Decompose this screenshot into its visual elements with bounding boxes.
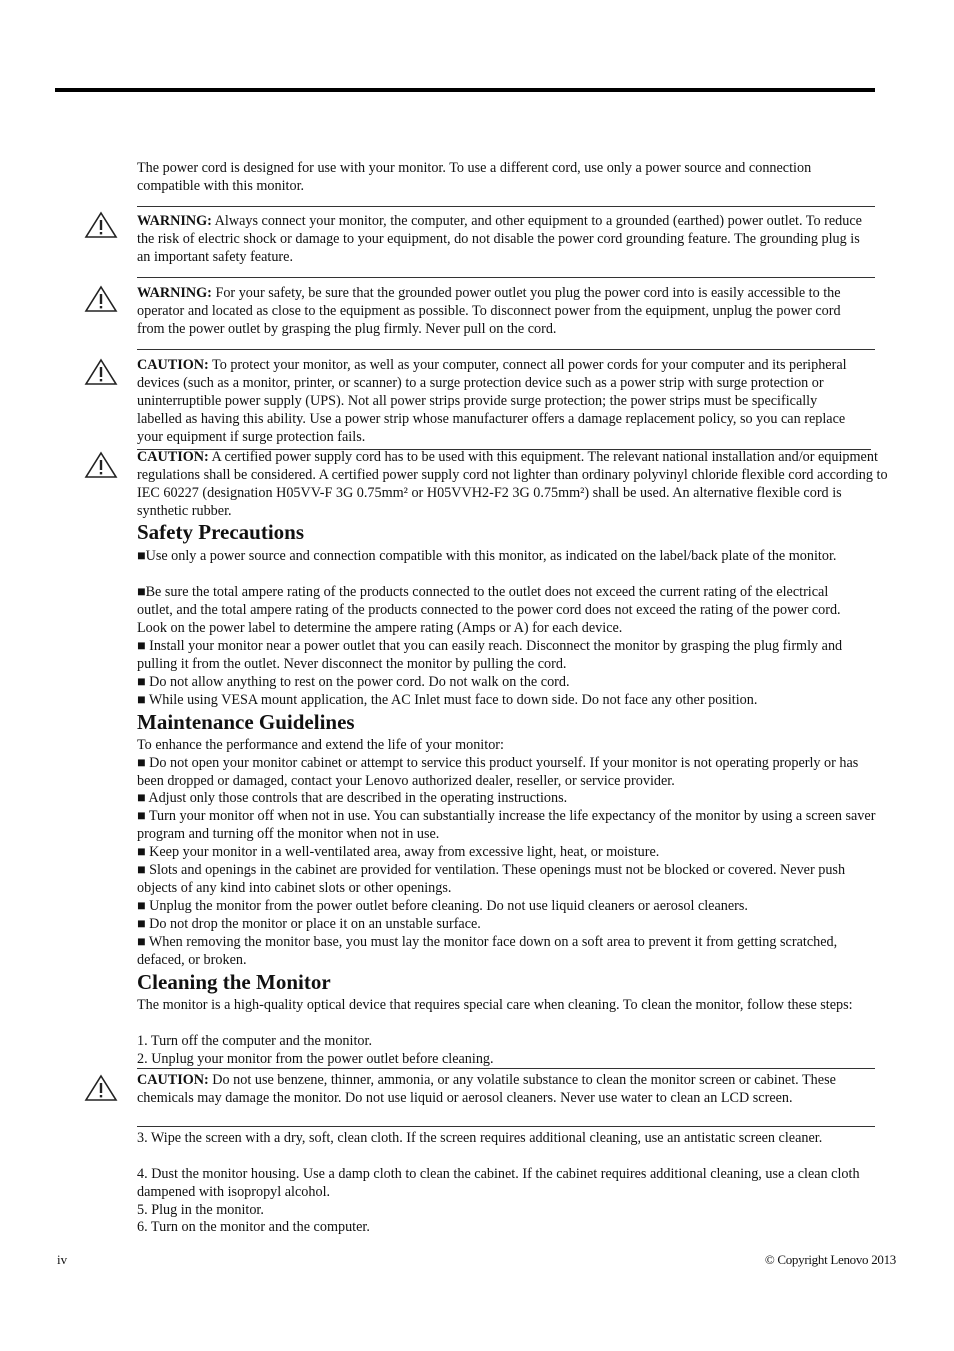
step-item: 4. Dust the monitor housing. Use a damp cloth to clean the cabinet. If the cabinet requires additional cleaning, use a clean cloth dampened with isopropyl alcohol. [137,1166,860,1200]
notice-label: CAUTION: [137,357,209,373]
step-item: 2. Unplug your monitor from the power outlet before cleaning. [137,1051,494,1067]
list-item: ■ Install your monitor near a power outlet that you can easily reach. Disconnect the monitor by grasping the plug firmly and pulling it from the outlet. Never disconnect the monitor by pulling the cord. [137,638,843,672]
copyright-notice: © Copyright Lenovo 2013 [764,1252,896,1267]
warning-triangle-icon [84,451,118,479]
step-item: 3. Wipe the screen with a dry, soft, clean cloth. If the screen requires additional cleaning, use an antistatic screen cleaner. [137,1130,823,1146]
notice-label: CAUTION: [137,449,209,465]
caution-notice-surge [137,356,849,446]
warning-notice-grounding [137,212,873,266]
step-item: 5. Plug in the monitor. [137,1202,264,1218]
warning-triangle-icon [84,358,118,386]
notice-label: WARNING: [137,213,212,229]
notice-label: CAUTION: [137,1072,209,1088]
notice-text: Always connect your monitor, the computer, and other equipment to a grounded (earthed) power outlet. To reduce the risk of electric shock or damage to your equipment, do not disable the power cord grounding feature. The grounding plug is an important safety feature. [137,213,862,265]
list-item: ■ While using VESA mount application, the AC Inlet must face to down side. Do not face any other position. [137,692,758,708]
step-item: 6. Turn on the monitor and the computer. [137,1219,370,1235]
safety-heading: Safety Precautions [137,520,305,544]
cleaning-heading: Cleaning the Monitor [137,970,331,994]
page-number: iv [57,1252,68,1267]
list-item: ■ Do not drop the monitor or place it on an unstable surface. [137,916,481,932]
caution-notice-cord [137,448,891,520]
list-item: ■ Adjust only those controls that are described in the operating instructions. [137,790,568,806]
step-item: 1. Turn off the computer and the monitor. [137,1033,372,1049]
list-item: ■ Slots and openings in the cabinet are provided for ventilation. These openings must not be blocked or covered. Never push objects of any kind into cabinet slots or other openings. [137,862,846,896]
warning-triangle-icon [84,211,118,239]
list-item: ■ Do not open your monitor cabinet or attempt to service this product yourself. If your monitor is not operating properly or has been dropped or damaged, contact your Lenovo authorized dealer, reseller, or service provider. [137,755,859,789]
warning-notice-outlet [137,284,857,338]
notice-text: To protect your monitor, as well as your computer, connect all power cords for your computer and its peripheral devices (such as a monitor, printer, or scanner) to a surge protection device such as a power strip with surge protection or uninterruptible power supply (UPS). Not all power strips provide surge protection; the power strips must be specifically labelled as having this ability. Use a power strip whose manufacturer offers a damage replacement policy, so you can replace your equipment if surge protection fails. [137,357,847,445]
maintenance-heading: Maintenance Guidelines [137,710,355,734]
divider [137,1068,875,1069]
list-item: ■Be sure the total ampere rating of the products connected to the outlet does not exceed the current rating of the electrical outlet, and the total ampere rating of the products connected to the power cord does not exceed the rating of the power cord. Look on the power label to determine the ampere rating (Amps or A) for each device. [137,584,841,636]
list-item: ■ When removing the monitor base, you must lay the monitor face down on a soft area to prevent it from getting scratched, defaced, or broken. [137,934,838,968]
warning-triangle-icon [84,1074,118,1102]
divider [137,206,875,207]
list-item: ■Use only a power source and connection compatible with this monitor, as indicated on the label/back plate of the monitor. [137,548,837,564]
caution-notice-cleaning [137,1071,885,1107]
divider [137,277,875,278]
list-item: ■ Do not allow anything to rest on the power cord. Do not walk on the cord. [137,674,570,690]
list-item: ■ Keep your monitor in a well-ventilated area, away from excessive light, heat, or moisture. [137,844,660,860]
cleaning-intro: The monitor is a high-quality optical device that requires special care when cleaning. To clean the monitor, follow these steps: [137,997,853,1013]
notice-text: A certified power supply cord has to be used with this equipment. The relevant national installation and/or equipment regulations shall be considered. A certified power supply cord not lighter than ordinary polyvinyl chloride flexible cord according to IEC 60227 (designation H05VV-F 3G 0.75mm² or H05VVH2-F2 3G 0.75mm²) shall be used. An alternative flexible cord is synthetic rubber. [137,449,888,519]
list-item: ■ Unplug the monitor from the power outlet before cleaning. Do not use liquid cleaners or aerosol cleaners. [137,898,748,914]
notice-label: WARNING: [137,285,212,301]
notice-text: Do not use benzene, thinner, ammonia, or any volatile substance to clean the monitor screen or cabinet. These chemicals may damage the monitor. Do not use liquid or aerosol cleaners. Never use water to clean an LCD screen. [137,1072,836,1106]
notice-text: For your safety, be sure that the grounded power outlet you plug the power cord into is easily accessible to the operator and located as close to the equipment as possible. To disconnect power from the equipment, unplug the power cord from the power outlet by grasping the plug firmly. Never pull on the cord. [137,285,841,337]
divider [137,1126,875,1127]
list-item: ■ Turn your monitor off when not in use. You can substantially increase the life expectancy of the monitor by using a screen saver program and turning off the monitor when not in use. [137,808,876,842]
top-rule [55,88,875,92]
intro-paragraph: The power cord is designed for use with your monitor. To use a different cord, use only a power source and connection compatible with this monitor. [137,160,812,194]
maintenance-intro: To enhance the performance and extend the life of your monitor: [137,737,504,753]
divider [137,349,875,350]
warning-triangle-icon [84,285,118,313]
